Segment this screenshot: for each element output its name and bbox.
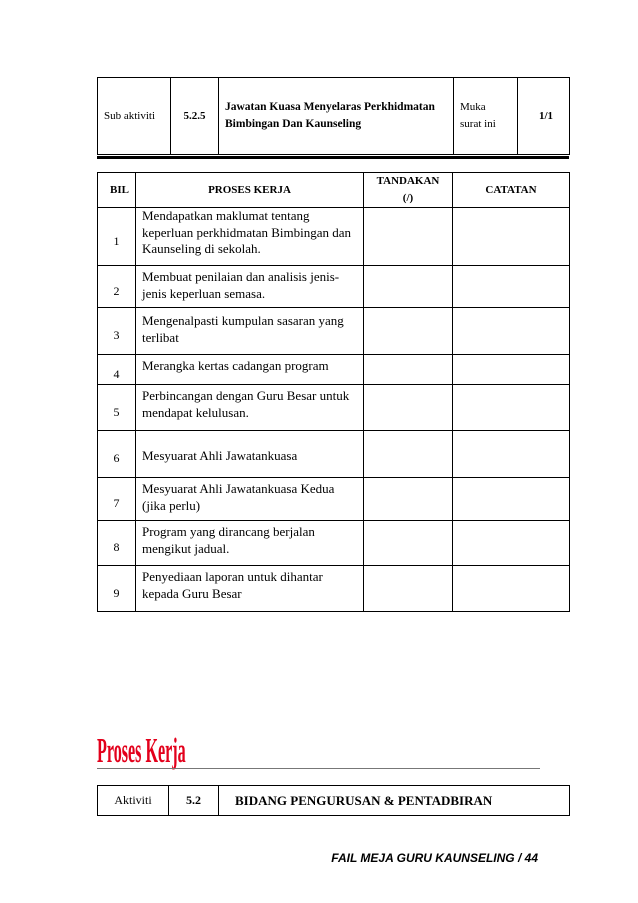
process-step (136, 208, 364, 266)
process-step-line: Perbincangan dengan Guru Besar untuk (142, 388, 350, 403)
page-label (454, 78, 518, 155)
catatan-cell (453, 266, 570, 308)
process-step-line: jenis keperluan semasa. (142, 285, 266, 301)
sub-activity-header-table (97, 77, 570, 155)
catatan-cell (453, 431, 570, 478)
tandakan-cell (364, 385, 453, 431)
page-footer: FAIL MEJA GURU KAUNSELING / 44 (331, 851, 538, 865)
activity-label: Aktiviti (98, 786, 169, 816)
page-label-line: surat ini (460, 118, 496, 130)
catatan-cell (453, 308, 570, 355)
row-number: 6 (98, 431, 136, 478)
page-number: 1/1 (518, 78, 570, 155)
process-step-line: Membuat penilaian dan analisis jenis- (142, 269, 340, 284)
sub-activity-title-line: Jawatan Kuasa Menyelaras Perkhidmatan (225, 101, 435, 113)
section-heading-rule (97, 768, 540, 769)
sub-activity-label: Sub aktiviti (98, 78, 171, 155)
process-row (98, 355, 570, 385)
process-row (98, 266, 570, 308)
process-step-line: Mengenalpasti kumpulan sasaran yang (142, 313, 344, 328)
proses-kerja-header: PROSES KERJA (136, 173, 364, 208)
sub-activity-header-row (98, 78, 570, 155)
process-step-line: mendapat kelulusan. (142, 404, 249, 420)
process-step (136, 521, 364, 566)
activity-code: 5.2 (169, 786, 219, 816)
activity-row (98, 786, 570, 816)
process-step-line: Mendapatkan maklumat tentang (142, 208, 310, 223)
row-number: 7 (98, 478, 136, 521)
tandakan-cell (364, 355, 453, 385)
process-step-line: mengikut jadual. (142, 540, 230, 556)
activity-table (97, 785, 570, 816)
row-number: 3 (98, 308, 136, 355)
process-step-line: (jika perlu) (142, 497, 201, 513)
process-table-header-row (98, 173, 570, 208)
catatan-cell (453, 385, 570, 431)
catatan-cell (453, 521, 570, 566)
tandakan-header-line: TANDAKAN (376, 175, 440, 187)
activity-title: BIDANG PENGURUSAN & PENTADBIRAN (219, 786, 570, 816)
process-step-line: Mesyuarat Ahli Jawatankuasa Kedua (142, 481, 335, 496)
process-step-line: Program yang dirancang berjalan (142, 524, 315, 539)
row-number: 8 (98, 521, 136, 566)
process-step (136, 431, 364, 478)
process-row (98, 385, 570, 431)
catatan-header: CATATAN (453, 173, 570, 208)
tandakan-cell (364, 208, 453, 266)
catatan-cell (453, 355, 570, 385)
catatan-cell (453, 208, 570, 266)
tandakan-cell (364, 478, 453, 521)
row-number: 2 (98, 266, 136, 308)
catatan-cell (453, 478, 570, 521)
tandakan-cell (364, 266, 453, 308)
row-number: 1 (98, 208, 136, 266)
process-row (98, 478, 570, 521)
process-step-line: Penyediaan laporan untuk dihantar (142, 569, 323, 584)
tandakan-cell (364, 308, 453, 355)
row-number: 9 (98, 566, 136, 612)
process-row (98, 208, 570, 266)
process-step (136, 385, 364, 431)
process-step-line: Kaunseling di sekolah. (142, 241, 261, 256)
process-step (136, 266, 364, 308)
tandakan-header-line: (/) (402, 192, 414, 204)
process-step (136, 355, 364, 385)
process-row (98, 308, 570, 355)
sub-activity-title-line: Bimbingan Dan Kaunseling (225, 118, 362, 130)
sub-activity-title (219, 78, 454, 155)
tandakan-cell (364, 431, 453, 478)
header-divider (97, 156, 569, 159)
process-step-line: terlibat (142, 329, 179, 345)
page-label-line: Muka (460, 101, 486, 113)
process-row (98, 521, 570, 566)
section-heading: Proses Kerja (97, 731, 186, 770)
row-number: 4 (98, 355, 136, 385)
process-table (97, 172, 570, 612)
process-step-line: keperluan perkhidmatan Bimbingan dan (142, 224, 352, 240)
process-step-line: Merangka kertas cadangan program (142, 358, 329, 373)
process-row (98, 566, 570, 612)
process-row (98, 431, 570, 478)
tandakan-header (364, 173, 453, 208)
process-step (136, 566, 364, 612)
sub-activity-code: 5.2.5 (171, 78, 219, 155)
bil-header: BIL (98, 173, 136, 208)
row-number: 5 (98, 385, 136, 431)
process-step (136, 308, 364, 355)
catatan-cell (453, 566, 570, 612)
process-step-line: kepada Guru Besar (142, 585, 242, 601)
process-step (136, 478, 364, 521)
tandakan-cell (364, 566, 453, 612)
tandakan-cell (364, 521, 453, 566)
process-step-line: Mesyuarat Ahli Jawatankuasa (142, 448, 298, 463)
